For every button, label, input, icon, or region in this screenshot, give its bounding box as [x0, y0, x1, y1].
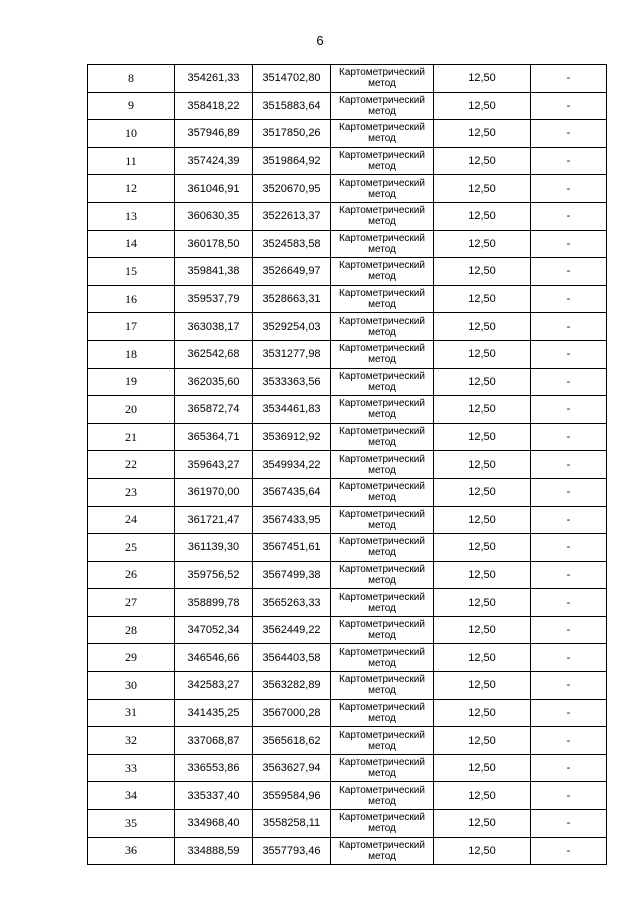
table-row — [88, 451, 607, 479]
accuracy-cell: 12,50 — [434, 120, 531, 148]
table-row — [88, 699, 607, 727]
x-coordinate-cell: 361970,00 — [175, 478, 253, 506]
accuracy-cell: 12,50 — [434, 423, 531, 451]
method-line-1: Картометрический — [339, 481, 425, 493]
table-row — [88, 230, 607, 258]
description-cell: - — [531, 175, 607, 203]
y-coordinate-cell: 3567499,38 — [253, 561, 331, 589]
method-line-1: Картометрический — [339, 453, 425, 465]
accuracy-cell: 12,50 — [434, 313, 531, 341]
y-coordinate-cell: 3567435,64 — [253, 478, 331, 506]
method-line-2: метод — [368, 685, 396, 697]
method-line-1: Картометрический — [339, 343, 425, 355]
method-line-2: метод — [368, 326, 396, 338]
method-line-2: метод — [368, 768, 396, 780]
method-line-1: Картометрический — [339, 370, 425, 382]
method-line-1: Картометрический — [339, 315, 425, 327]
y-coordinate-cell: 3567451,61 — [253, 534, 331, 562]
table-row — [88, 589, 607, 617]
point-number-cell: 28 — [88, 616, 175, 644]
method-line-1: Картометрический — [339, 94, 425, 106]
description-cell: - — [531, 616, 607, 644]
x-coordinate-cell: 334888,59 — [175, 837, 253, 865]
point-number-cell: 19 — [88, 368, 175, 396]
method-line-1: Картометрический — [339, 591, 425, 603]
method-cell — [331, 534, 434, 562]
x-coordinate-cell: 359643,27 — [175, 451, 253, 479]
method-line-2: метод — [368, 105, 396, 117]
method-line-2: метод — [368, 492, 396, 504]
table-row — [88, 727, 607, 755]
point-number-cell: 10 — [88, 120, 175, 148]
table-row — [88, 396, 607, 424]
method-line-1: Картометрический — [339, 812, 425, 824]
accuracy-cell: 12,50 — [434, 368, 531, 396]
method-line-1: Картометрический — [339, 205, 425, 217]
accuracy-cell: 12,50 — [434, 230, 531, 258]
table-row — [88, 202, 607, 230]
x-coordinate-cell: 342583,27 — [175, 672, 253, 700]
accuracy-cell: 12,50 — [434, 616, 531, 644]
method-line-2: метод — [368, 381, 396, 393]
method-cell — [331, 478, 434, 506]
accuracy-cell: 12,50 — [434, 782, 531, 810]
accuracy-cell: 12,50 — [434, 202, 531, 230]
description-cell: - — [531, 589, 607, 617]
method-cell — [331, 65, 434, 93]
description-cell: - — [531, 754, 607, 782]
method-line-1: Картометрический — [339, 674, 425, 686]
method-cell — [331, 92, 434, 120]
table-row — [88, 782, 607, 810]
point-number-cell: 32 — [88, 727, 175, 755]
method-cell — [331, 561, 434, 589]
point-number-cell: 25 — [88, 534, 175, 562]
description-cell: - — [531, 313, 607, 341]
x-coordinate-cell: 335337,40 — [175, 782, 253, 810]
method-line-1: Картометрический — [339, 619, 425, 631]
method-line-2: метод — [368, 299, 396, 311]
accuracy-cell: 12,50 — [434, 451, 531, 479]
method-line-1: Картометрический — [339, 839, 425, 851]
method-line-2: метод — [368, 850, 396, 862]
method-line-1: Картометрический — [339, 177, 425, 189]
point-number-cell: 23 — [88, 478, 175, 506]
x-coordinate-cell: 334968,40 — [175, 810, 253, 838]
page-number: 6 — [316, 33, 324, 48]
x-coordinate-cell: 357424,39 — [175, 147, 253, 175]
method-line-1: Картометрический — [339, 729, 425, 741]
table-row — [88, 672, 607, 700]
point-number-cell: 8 — [88, 65, 175, 93]
point-number-cell: 21 — [88, 423, 175, 451]
accuracy-cell: 12,50 — [434, 92, 531, 120]
y-coordinate-cell: 3524583,58 — [253, 230, 331, 258]
x-coordinate-cell: 360630,35 — [175, 202, 253, 230]
y-coordinate-cell: 3517850,26 — [253, 120, 331, 148]
accuracy-cell: 12,50 — [434, 285, 531, 313]
accuracy-cell: 12,50 — [434, 506, 531, 534]
x-coordinate-cell: 358899,78 — [175, 589, 253, 617]
table-row — [88, 616, 607, 644]
x-coordinate-cell: 361046,91 — [175, 175, 253, 203]
point-number-cell: 34 — [88, 782, 175, 810]
description-cell: - — [531, 506, 607, 534]
point-number-cell: 14 — [88, 230, 175, 258]
y-coordinate-cell: 3564403,58 — [253, 644, 331, 672]
description-cell: - — [531, 396, 607, 424]
accuracy-cell: 12,50 — [434, 644, 531, 672]
description-cell: - — [531, 782, 607, 810]
table-row — [88, 837, 607, 865]
method-line-2: метод — [368, 271, 396, 283]
table-row — [88, 478, 607, 506]
x-coordinate-cell: 360178,50 — [175, 230, 253, 258]
x-coordinate-cell: 365364,71 — [175, 423, 253, 451]
point-number-cell: 24 — [88, 506, 175, 534]
method-line-2: метод — [368, 574, 396, 586]
table-row — [88, 120, 607, 148]
method-line-1: Картометрический — [339, 260, 425, 272]
table-row — [88, 423, 607, 451]
method-cell — [331, 699, 434, 727]
method-cell — [331, 616, 434, 644]
method-cell — [331, 506, 434, 534]
method-cell — [331, 120, 434, 148]
method-line-2: метод — [368, 823, 396, 835]
table-row — [88, 810, 607, 838]
x-coordinate-cell: 341435,25 — [175, 699, 253, 727]
y-coordinate-cell: 3529254,03 — [253, 313, 331, 341]
method-cell — [331, 230, 434, 258]
description-cell: - — [531, 340, 607, 368]
point-number-cell: 36 — [88, 837, 175, 865]
method-line-2: метод — [368, 712, 396, 724]
table-row — [88, 368, 607, 396]
method-cell — [331, 313, 434, 341]
y-coordinate-cell: 3515883,64 — [253, 92, 331, 120]
x-coordinate-cell: 346546,66 — [175, 644, 253, 672]
method-line-2: метод — [368, 437, 396, 449]
description-cell: - — [531, 230, 607, 258]
x-coordinate-cell: 358418,22 — [175, 92, 253, 120]
x-coordinate-cell: 362035,60 — [175, 368, 253, 396]
method-line-2: метод — [368, 161, 396, 173]
accuracy-cell: 12,50 — [434, 754, 531, 782]
method-line-1: Картометрический — [339, 398, 425, 410]
x-coordinate-cell: 359537,79 — [175, 285, 253, 313]
method-cell — [331, 423, 434, 451]
method-cell — [331, 589, 434, 617]
table-row — [88, 285, 607, 313]
accuracy-cell: 12,50 — [434, 534, 531, 562]
method-line-1: Картометрический — [339, 67, 425, 79]
point-number-cell: 15 — [88, 258, 175, 286]
point-number-cell: 35 — [88, 810, 175, 838]
method-line-1: Картометрический — [339, 508, 425, 520]
accuracy-cell: 12,50 — [434, 396, 531, 424]
point-number-cell: 30 — [88, 672, 175, 700]
x-coordinate-cell: 337068,87 — [175, 727, 253, 755]
description-cell: - — [531, 368, 607, 396]
point-number-cell: 33 — [88, 754, 175, 782]
description-cell: - — [531, 837, 607, 865]
method-line-1: Картометрический — [339, 288, 425, 300]
x-coordinate-cell: 361721,47 — [175, 506, 253, 534]
method-cell — [331, 451, 434, 479]
method-cell — [331, 396, 434, 424]
table-row — [88, 534, 607, 562]
accuracy-cell: 12,50 — [434, 837, 531, 865]
method-cell — [331, 837, 434, 865]
description-cell: - — [531, 258, 607, 286]
y-coordinate-cell: 3567433,95 — [253, 506, 331, 534]
accuracy-cell: 12,50 — [434, 589, 531, 617]
accuracy-cell: 12,50 — [434, 672, 531, 700]
point-number-cell: 11 — [88, 147, 175, 175]
accuracy-cell: 12,50 — [434, 340, 531, 368]
point-number-cell: 29 — [88, 644, 175, 672]
point-number-cell: 20 — [88, 396, 175, 424]
description-cell: - — [531, 451, 607, 479]
y-coordinate-cell: 3528663,31 — [253, 285, 331, 313]
table-row — [88, 506, 607, 534]
method-line-1: Картометрический — [339, 784, 425, 796]
y-coordinate-cell: 3533363,56 — [253, 368, 331, 396]
point-number-cell: 26 — [88, 561, 175, 589]
description-cell: - — [531, 672, 607, 700]
y-coordinate-cell: 3526649,97 — [253, 258, 331, 286]
method-line-2: метод — [368, 602, 396, 614]
description-cell: - — [531, 561, 607, 589]
y-coordinate-cell: 3567000,28 — [253, 699, 331, 727]
method-line-1: Картометрический — [339, 563, 425, 575]
coordinates-table-body — [88, 65, 607, 865]
table-row — [88, 754, 607, 782]
description-cell: - — [531, 699, 607, 727]
description-cell: - — [531, 478, 607, 506]
accuracy-cell: 12,50 — [434, 478, 531, 506]
method-cell — [331, 810, 434, 838]
method-cell — [331, 147, 434, 175]
table-row — [88, 65, 607, 93]
y-coordinate-cell: 3565618,62 — [253, 727, 331, 755]
accuracy-cell: 12,50 — [434, 561, 531, 589]
accuracy-cell: 12,50 — [434, 727, 531, 755]
y-coordinate-cell: 3536912,92 — [253, 423, 331, 451]
description-cell: - — [531, 810, 607, 838]
point-number-cell: 31 — [88, 699, 175, 727]
method-line-2: метод — [368, 354, 396, 366]
y-coordinate-cell: 3563627,94 — [253, 754, 331, 782]
method-line-1: Картометрический — [339, 122, 425, 134]
description-cell: - — [531, 202, 607, 230]
x-coordinate-cell: 362542,68 — [175, 340, 253, 368]
y-coordinate-cell: 3563282,89 — [253, 672, 331, 700]
accuracy-cell: 12,50 — [434, 175, 531, 203]
method-cell — [331, 175, 434, 203]
description-cell: - — [531, 65, 607, 93]
description-cell: - — [531, 727, 607, 755]
accuracy-cell: 12,50 — [434, 147, 531, 175]
table-row — [88, 258, 607, 286]
method-line-1: Картометрический — [339, 426, 425, 438]
accuracy-cell: 12,50 — [434, 65, 531, 93]
method-line-1: Картометрический — [339, 150, 425, 162]
table-row — [88, 313, 607, 341]
table-row — [88, 644, 607, 672]
method-cell — [331, 258, 434, 286]
table-row — [88, 340, 607, 368]
method-cell — [331, 782, 434, 810]
y-coordinate-cell: 3557793,46 — [253, 837, 331, 865]
point-number-cell: 12 — [88, 175, 175, 203]
method-line-2: метод — [368, 243, 396, 255]
y-coordinate-cell: 3565263,33 — [253, 589, 331, 617]
accuracy-cell: 12,50 — [434, 699, 531, 727]
point-number-cell: 22 — [88, 451, 175, 479]
y-coordinate-cell: 3522613,37 — [253, 202, 331, 230]
method-line-1: Картометрический — [339, 536, 425, 548]
table-row — [88, 175, 607, 203]
method-line-2: метод — [368, 188, 396, 200]
description-cell: - — [531, 147, 607, 175]
y-coordinate-cell: 3520670,95 — [253, 175, 331, 203]
point-number-cell: 13 — [88, 202, 175, 230]
method-line-2: метод — [368, 464, 396, 476]
description-cell: - — [531, 92, 607, 120]
point-number-cell: 17 — [88, 313, 175, 341]
coordinates-table — [87, 64, 607, 865]
method-cell — [331, 727, 434, 755]
description-cell: - — [531, 644, 607, 672]
x-coordinate-cell: 357946,89 — [175, 120, 253, 148]
y-coordinate-cell: 3531277,98 — [253, 340, 331, 368]
x-coordinate-cell: 347052,34 — [175, 616, 253, 644]
x-coordinate-cell: 363038,17 — [175, 313, 253, 341]
x-coordinate-cell: 354261,33 — [175, 65, 253, 93]
table-row — [88, 561, 607, 589]
method-cell — [331, 202, 434, 230]
method-line-2: метод — [368, 216, 396, 228]
y-coordinate-cell: 3559584,96 — [253, 782, 331, 810]
y-coordinate-cell: 3562449,22 — [253, 616, 331, 644]
y-coordinate-cell: 3558258,11 — [253, 810, 331, 838]
method-cell — [331, 285, 434, 313]
description-cell: - — [531, 120, 607, 148]
point-number-cell: 16 — [88, 285, 175, 313]
x-coordinate-cell: 359841,38 — [175, 258, 253, 286]
y-coordinate-cell: 3514702,80 — [253, 65, 331, 93]
accuracy-cell: 12,50 — [434, 810, 531, 838]
table-row — [88, 92, 607, 120]
method-line-2: метод — [368, 657, 396, 669]
method-cell — [331, 672, 434, 700]
table-row — [88, 147, 607, 175]
method-line-1: Картометрический — [339, 232, 425, 244]
method-cell — [331, 754, 434, 782]
method-line-1: Картометрический — [339, 757, 425, 769]
description-cell: - — [531, 534, 607, 562]
x-coordinate-cell: 336553,86 — [175, 754, 253, 782]
method-cell — [331, 644, 434, 672]
method-line-1: Картометрический — [339, 646, 425, 658]
y-coordinate-cell: 3519864,92 — [253, 147, 331, 175]
y-coordinate-cell: 3534461,83 — [253, 396, 331, 424]
x-coordinate-cell: 361139,30 — [175, 534, 253, 562]
method-line-2: метод — [368, 133, 396, 145]
y-coordinate-cell: 3549934,22 — [253, 451, 331, 479]
point-number-cell: 18 — [88, 340, 175, 368]
method-cell — [331, 368, 434, 396]
method-line-2: метод — [368, 547, 396, 559]
method-line-2: метод — [368, 519, 396, 531]
method-line-2: метод — [368, 78, 396, 90]
x-coordinate-cell: 365872,74 — [175, 396, 253, 424]
description-cell: - — [531, 285, 607, 313]
method-line-2: метод — [368, 740, 396, 752]
method-line-2: метод — [368, 630, 396, 642]
point-number-cell: 27 — [88, 589, 175, 617]
x-coordinate-cell: 359756,52 — [175, 561, 253, 589]
method-cell — [331, 340, 434, 368]
description-cell: - — [531, 423, 607, 451]
accuracy-cell: 12,50 — [434, 258, 531, 286]
point-number-cell: 9 — [88, 92, 175, 120]
method-line-1: Картометрический — [339, 701, 425, 713]
method-line-2: метод — [368, 409, 396, 421]
method-line-2: метод — [368, 795, 396, 807]
